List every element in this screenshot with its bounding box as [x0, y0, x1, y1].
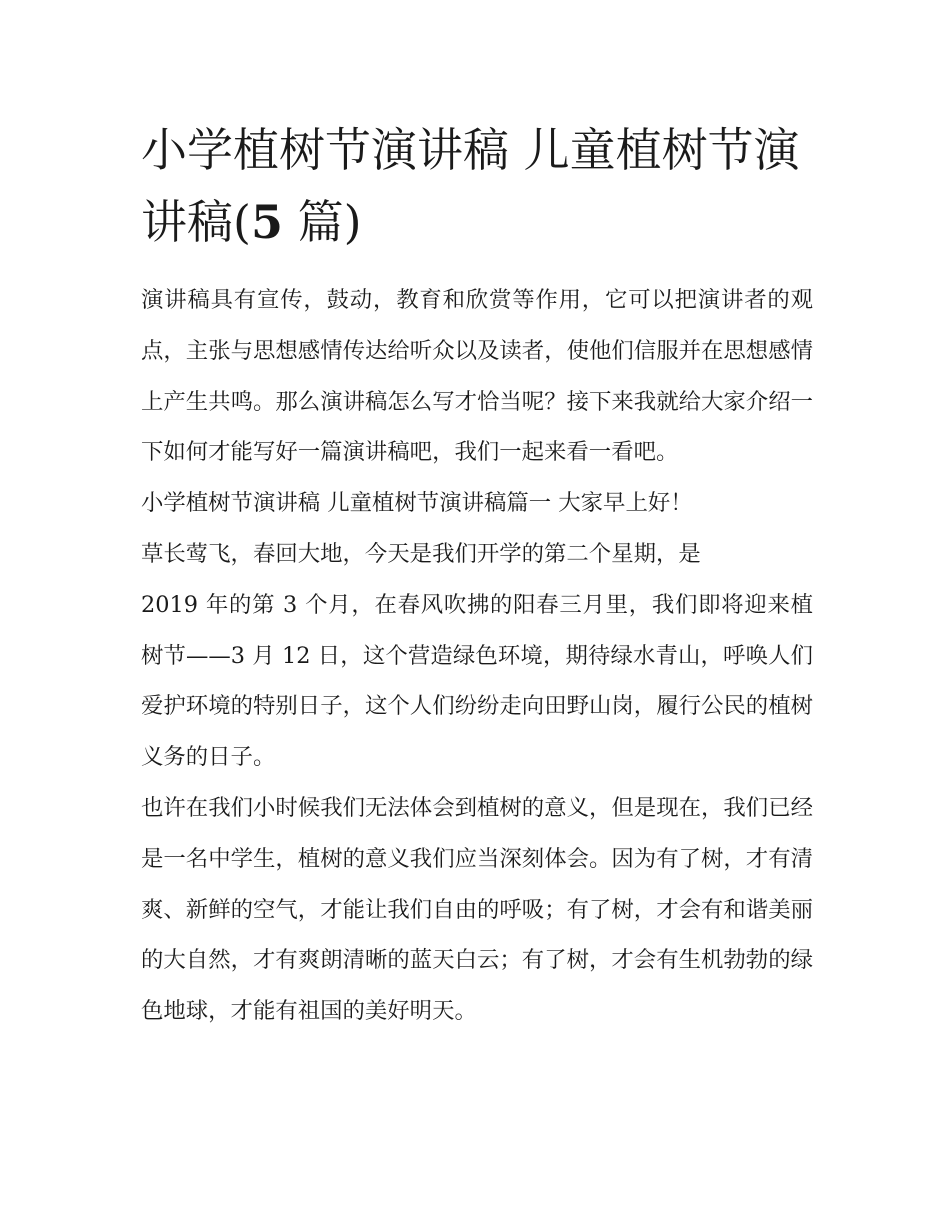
title-number: 5 [250, 195, 283, 249]
body-paragraph-2: 2019 年的第 3 个月，在春风吹拂的阳春三月里，我们即将迎来植树节——3 月 12 日，这个营造绿色环境，期待绿水青山，呼唤人们爱护环境的特别日子，这个人们纷纷走向田野山岗，履行公民的植树义务的日子。 [141, 591, 813, 771]
body-paragraph-3: 也许在我们小时候我们无法体会到植树的意义，但是现在，我们已经是一名中学生，植树的意义我们应当深刻体会。因为有了树，才有清爽、新鲜的空气，才能让我们自由的呼吸；有了树，才会有和谐美丽的大自然，才有爽朗清晰的蓝天白云；有了树，才会有生机勃勃的绿色地球，才能有祖国的美好明天。 [141, 794, 813, 1025]
title-text-part2: 篇) [282, 195, 362, 249]
speech-heading-line: 小学植树节演讲稿 儿童植树节演讲稿篇一 大家早上好！ [141, 490, 693, 517]
intro-paragraph: 演讲稿具有宣传，鼓动，教育和欣赏等作用，它可以把演讲者的观点，主张与思想感情传达给听众以及读者，使他们信服并在思想感情上产生共鸣。那么演讲稿怎么写才恰当呢？接下来我就给大家介绍一下如何才能写好一篇演讲稿吧，我们一起来看一看吧。 [141, 287, 813, 466]
title-text-part1: 小学植树节演讲稿 儿童植树节演讲稿( [141, 123, 800, 249]
document-page [141, 0, 813, 1229]
body-paragraph-1: 草长莺飞，春回大地，今天是我们开学的第二个星期，是 [141, 540, 701, 567]
document-title [141, 114, 813, 258]
document-body [141, 275, 813, 1037]
